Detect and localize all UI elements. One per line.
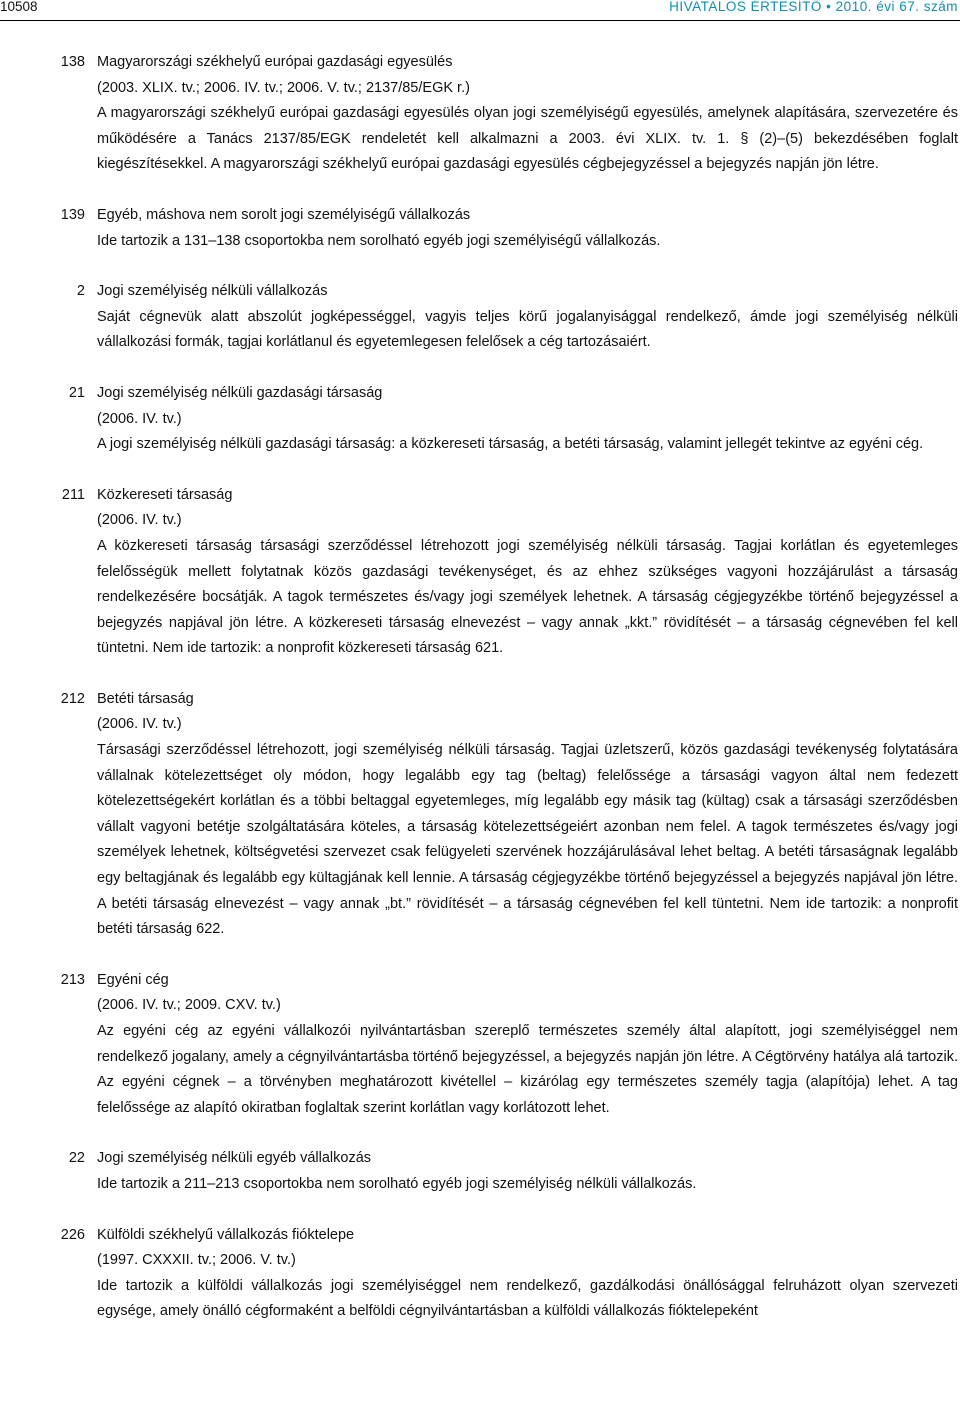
entry-title: Egyéb, máshova nem sorolt jogi személyiségű vállalkozás (97, 206, 471, 223)
header-rule (0, 20, 960, 21)
entry-law-reference: (1997. CXXXII. tv.; 2006. V. tv.) (97, 1252, 296, 1269)
issue-label: 2010. évi 67. szám (835, 0, 958, 14)
entry-code: 139 (60, 206, 85, 223)
entry-description: A magyarországi székhelyű európai gazdasági egyesülés olyan jogi személyiségű egyesülés, amelynek alapítására, szervezetére és működésére a Tanács 2137/85/EGK rendeletét kell alkalmazni a 2003. évi XLIX. tv. 1. § (2)–(5) bekezdésében foglalt kiegészítésekkel. A magyarországi székhelyű európai gazdasági egyesülés cégbejegyzéssel a bejegyzés napján jön létre. (97, 105, 958, 173)
entry-description: Ide tartozik a külföldi vállalkozás jogi személyiséggel nem rendelkező, gazdálkodási önállósággal felruházott olyan szervezeti egysége, amely önálló cégformaként a belföldi cégnyilvántartásban a külföldi vállalkozás fióktelepeként (97, 1277, 958, 1320)
entry-description: Ide tartozik a 211–213 csoportokba nem sorolható egyéb jogi személyiség nélküli vállalkozás. (97, 1175, 697, 1192)
entry-description: Az egyéni cég az egyéni vállalkozói nyilvántartásban szereplő természetes személy által alapított, jogi személyiséggel nem rendelkező jogalany, amely a cégnyilvántartásba történő bejegyzéssel, a bejegyzés napján jön létre. A Cégtörvény hatálya alá tartozik. Az egyéni cégnek – a törvényben meghatározott kivétellel – kizárólag egy természetes személy tagja (alapítója) lehet. A tag felelőssége az alapító okiratban foglaltak szerint korlátlan vagy korlátozott lehet. (97, 1023, 958, 1116)
entry-2 (0, 279, 960, 356)
classification-list (0, 50, 960, 1350)
entry-213 (0, 968, 960, 1122)
entry-law-reference: (2003. XLIX. tv.; 2006. IV. tv.; 2006. V. tv.; 2137/85/EGK r.) (97, 79, 470, 96)
page-header (0, 0, 960, 22)
entry-title: Jogi személyiség nélküli egyéb vállalkozás (97, 1150, 372, 1167)
entry-description: Saját cégnevük alatt abszolút jogképességgel, vagyis teljes körű jogalanyisággal rendelkező, ámde jogi személyiség nélküli vállalkozási formák, tagjai korlátlanul és egyetemlegesen felelősek a cég tartozásaiért. (97, 308, 958, 351)
entry-law-reference: (2006. IV. tv.) (97, 512, 182, 529)
entry-title: Magyarországi székhelyű európai gazdasági egyesülés (97, 54, 453, 70)
entry-title: Közkereseti társaság (97, 486, 233, 503)
entry-title: Jogi személyiség nélküli vállalkozás (97, 283, 328, 300)
entry-code: 2 (76, 283, 85, 300)
entry-law-reference: (2006. IV. tv.) (97, 410, 182, 427)
entry-code: 211 (61, 486, 85, 503)
bullet-separator: • (826, 0, 832, 14)
entry-description: Társasági szerződéssel létrehozott, jogi személyiség nélküli társaság. Tagjai üzletszerű, közös gazdasági tevékenység folytatására vállalnak kötelezettséget oly módon, hogy legalább egy tag (beltag) felelőssége a társasági vagyon által nem fedezett kötelezettségekért korlátlan és a többi beltaggal egyetemleges, míg legalább egy másik tag (kültag) csak a társasági szerződésben vállalt vagyoni betétje szolgáltatására köteles, a társaság kötelezettségeiért azonban nem felel. A tagok természetes és/vagy jogi személyek lehetnek, költségvetési szervezet csak felügyeleti szervének hozzájárulásával lehet beltag. A betéti társaságnak legalább egy beltagjának és legalább egy kültagjának kell lennie. A társaság cégjegyzékbe történő bejegyzéssel a bejegyzés napjával jön létre. A betéti társaság elnevezést – vagy annak „bt.” rövidítését – a társaság cégnevében fel kell tüntetni. Nem ide tartozik: a nonprofit betéti társaság 622. (97, 742, 958, 938)
publication-info (669, 0, 958, 14)
entry-code: 212 (60, 690, 85, 707)
entry-code: 138 (60, 54, 85, 70)
entry-212 (0, 687, 960, 943)
entry-description: Ide tartozik a 131–138 csoportokba nem sorolható egyéb jogi személyiségű vállalkozás. (97, 232, 661, 249)
entry-139 (0, 203, 960, 254)
entry-211 (0, 483, 960, 662)
entry-code: 213 (60, 971, 85, 988)
page-number: 10508 (0, 0, 38, 14)
entry-law-reference: (2006. IV. tv.; 2009. CXV. tv.) (97, 997, 281, 1014)
entry-226 (0, 1223, 960, 1325)
entry-138 (0, 50, 960, 178)
entry-code: 226 (60, 1226, 85, 1243)
entry-21 (0, 381, 960, 458)
entry-description: A közkereseti társaság társasági szerződéssel létrehozott jogi személyiség nélküli társaság. Tagjai korlátlan és egyetemleges felelősségük mellett folytatnak közös gazdasági tevékenységet, és az ehhez szükséges vagyoni hozzájárulást a társaság rendelkezésére bocsátják. A tagok természetes és/vagy jogi személyek lehetnek. A társaság cégjegyzékbe történő bejegyzéssel a bejegyzés napjával jön létre. A közkereseti társaság elnevezést – vagy annak „kkt.” rövidítését – a társaság cégnevében fel kell tüntetni. Nem ide tartozik: a nonprofit közkereseti társaság 621. (97, 537, 958, 657)
entry-title: Külföldi székhelyű vállalkozás fióktelepe (97, 1226, 355, 1243)
entry-description: A jogi személyiség nélküli gazdasági társaság: a közkereseti társaság, a betéti társaság, valamint jellegét tekintve az egyéni cég. (97, 436, 924, 453)
entry-title: Betéti társaság (97, 690, 194, 707)
entry-code: 22 (68, 1150, 85, 1167)
entry-code: 21 (68, 384, 85, 401)
entry-title: Egyéni cég (97, 971, 169, 988)
entry-title: Jogi személyiség nélküli gazdasági társaság (97, 384, 383, 401)
publication-title: HIVATALOS ÉRTESÍTŐ (669, 0, 822, 14)
entry-22 (0, 1146, 960, 1197)
entry-law-reference: (2006. IV. tv.) (97, 716, 182, 733)
